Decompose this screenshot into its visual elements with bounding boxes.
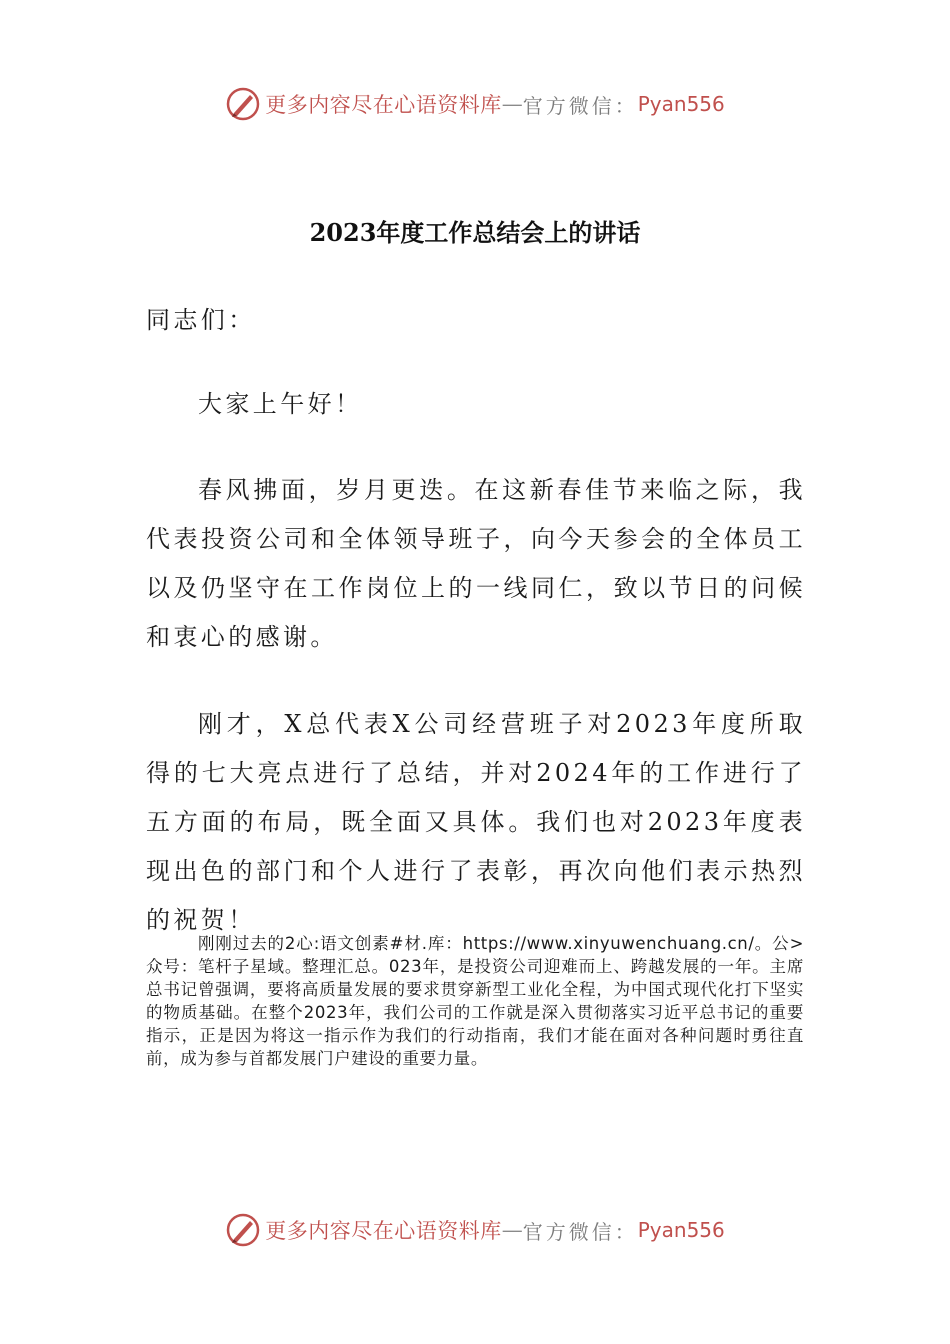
banner-wechat-id: Pyan556 bbox=[637, 92, 725, 116]
footer-banner bbox=[0, 1208, 950, 1252]
paragraph-2: 刚才，X总代表X公司经营班子对2023年度所取得的七大亮点进行了总结，并对2024年的工作进行了五方面的布局，既全面又具体。我们也对2023年度表现出色的部门和个人进行了表彰，再次向他们表示热烈的祝贺！ bbox=[146, 710, 806, 934]
banner-separator: — bbox=[501, 92, 523, 116]
banner-separator: — bbox=[501, 1218, 523, 1242]
banner-official-label: 官方微信： bbox=[522, 1219, 638, 1244]
pen-logo-icon bbox=[225, 1212, 261, 1248]
document-title: 2023年度工作总结会上的讲话 bbox=[309, 218, 641, 247]
salutation: 同志们： bbox=[146, 306, 256, 334]
paragraph-1: 春风拂面，岁月更迭。在这新春佳节来临之际，我代表投资公司和全体领导班子，向今天参会的全体员工以及仍坚守在工作岗位上的一线同仁，致以节日的问候和衷心的感谢。 bbox=[146, 476, 806, 651]
banner-wechat-id: Pyan556 bbox=[637, 1218, 725, 1242]
pen-logo-icon bbox=[225, 86, 261, 122]
header-banner bbox=[0, 82, 950, 126]
banner-official-label: 官方微信： bbox=[522, 93, 638, 118]
paragraph-small: 刚刚过去的2心:语文创素#材.库：https://www.xinyuwenchuang.cn/。公>众号：笔杆子星域。整理汇总。023年，是投资公司迎难而上、跨越发展的一年。主席总书记曾强调，要将高质量发展的要求贯穿新型工业化全程，为中国式现代化打下坚实的物质基础。在整个2023年，我们公司的工作就是深入贯彻落实习近平总书记的重要指示，正是因为将这一指示作为我们的行动指南，我们才能在面对各种问题时勇往直前，成为参与首都发展门户建设的重要力量。 bbox=[146, 934, 804, 1068]
banner-main-text: 更多内容尽在心语资料库 bbox=[265, 1219, 502, 1243]
greeting: 大家上午好！ bbox=[198, 390, 363, 418]
banner-main-text: 更多内容尽在心语资料库 bbox=[265, 93, 502, 117]
